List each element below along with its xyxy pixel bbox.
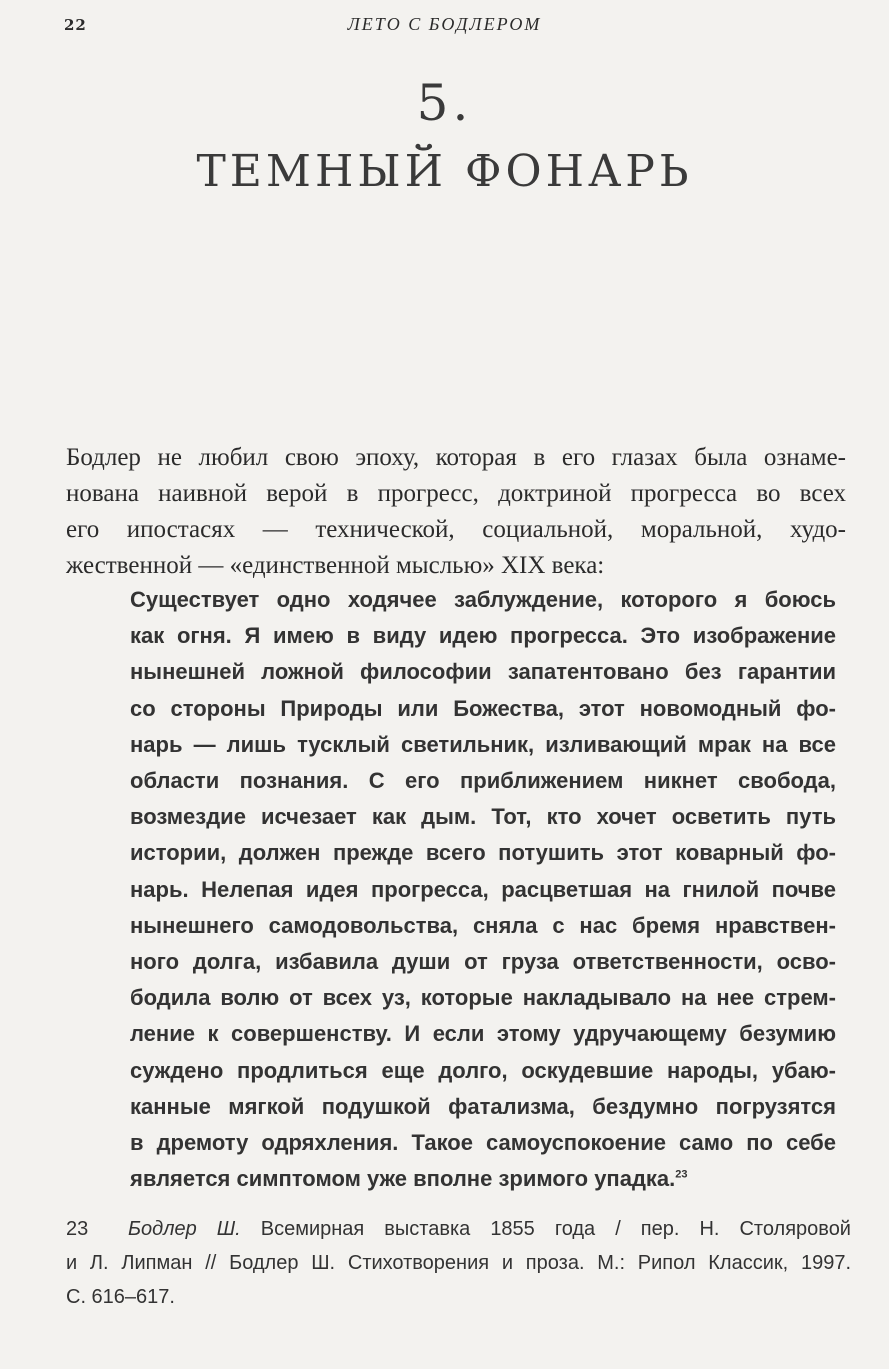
quote-line: суждено продлиться еще долго, оскудевшие народы, убаю-	[130, 1057, 836, 1083]
body-line: жественной — «единственной мыслью» XIX века:	[66, 552, 605, 579]
footnote-line: и Л. Липман // Бодлер Ш. Стихотворения и проза. М.: Рипол Классик, 1997.	[66, 1252, 851, 1274]
quote-line: как огня. Я имею в виду идею прогресса. Это изображение	[130, 623, 836, 649]
quote-line: канные мягкой подушкой фатализма, бездумно погрузятся	[130, 1093, 836, 1119]
quote-line-text: является симптомом уже вполне зримого упадка.	[130, 1166, 676, 1192]
footnote-text: Всемирная выставка 1855 года / пер. Н. Столяровой	[260, 1218, 851, 1240]
block-quote	[130, 582, 836, 1197]
footnote-line	[66, 1212, 851, 1246]
chapter-title: ТЕМНЫЙ ФОНАРЬ	[196, 146, 693, 197]
quote-line: нарь — лишь тусклый светильник, изливающий мрак на все	[130, 731, 836, 757]
quote-line: области познания. С его приближением никнет свобода,	[130, 768, 836, 794]
footnote-reference[interactable]: 23	[675, 1168, 688, 1181]
footnote-line: С. 616–617.	[66, 1286, 175, 1308]
body-line: нована наивной верой в прогресс, доктриной прогресса во всех	[66, 480, 846, 507]
quote-line: нарь. Нелепая идея прогресса, расцветшая на гнилой почве	[130, 876, 836, 902]
footnote	[66, 1212, 851, 1314]
body-line: его ипостасях — технической, социальной, моральной, худо-	[66, 516, 846, 543]
quote-line: в дремоту одряхления. Такое самоуспокоение само по себе	[130, 1130, 836, 1156]
quote-line: нынешней ложной философии запатентовано без гарантии	[130, 659, 836, 685]
quote-line: бодила волю от всех уз, которые накладывало на нее стрем-	[130, 985, 836, 1011]
body-paragraph	[66, 440, 846, 584]
quote-line: нынешнего самодовольства, сняла с нас бремя нравствен-	[130, 912, 836, 938]
footnote-author: Бодлер Ш.	[128, 1218, 241, 1240]
quote-line: ление к совершенству. И если этому удручающему безумию	[130, 1021, 836, 1047]
chapter-number: 5.	[416, 74, 473, 132]
quote-line-last	[130, 1161, 836, 1197]
quote-line: ного долга, избавила души от груза ответственности, осво-	[130, 949, 836, 975]
quote-line: со стороны Природы или Божества, этот новомодный фо-	[130, 695, 836, 721]
quote-line: возмездие исчезает как дым. Тот, кто хочет осветить путь	[130, 804, 836, 830]
quote-line: Существует одно ходячее заблуждение, которого я боюсь	[130, 587, 836, 612]
body-line: Бодлер не любил свою эпоху, которая в его глазах была ознаме-	[66, 444, 846, 471]
quote-line: истории, должен прежде всего потушить этот коварный фо-	[130, 840, 836, 866]
running-head: ЛЕТО С БОДЛЕРОМ	[347, 14, 542, 34]
page-number: 22	[64, 16, 87, 34]
footnote-number: 23	[66, 1218, 89, 1240]
